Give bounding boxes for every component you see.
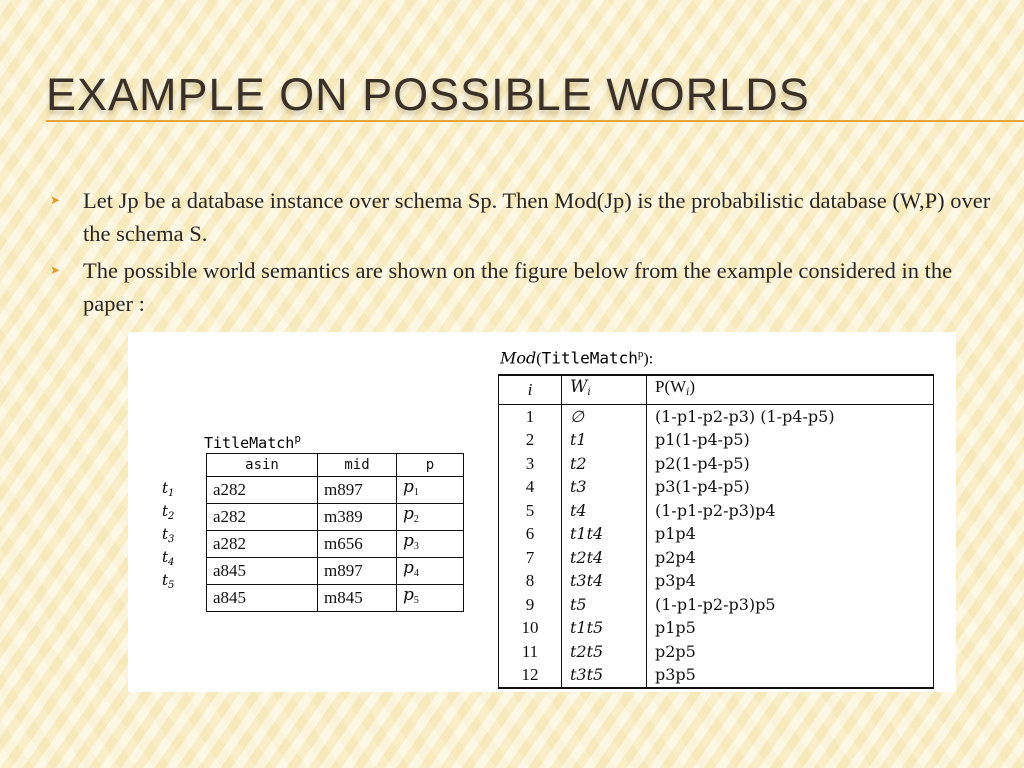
prob-header-sub: i xyxy=(686,387,690,398)
mod-title-prefix: Mod xyxy=(500,348,537,368)
cell-world: t3t5 xyxy=(562,664,647,689)
titlematch-table-body xyxy=(207,477,464,612)
table-row xyxy=(499,523,934,547)
cell-p-text: p xyxy=(403,504,414,524)
cell-p-text: p xyxy=(403,531,414,551)
bullet-item xyxy=(44,254,1004,320)
table-row xyxy=(207,585,464,612)
prob-header-close: ) xyxy=(689,377,696,396)
table-row xyxy=(499,593,934,617)
titlematch-title-sup: p xyxy=(294,432,301,445)
column-header-mid: mid xyxy=(318,454,397,477)
cell-p-sub: 4 xyxy=(413,568,419,579)
cell-mid: m389 xyxy=(318,504,397,531)
cell-mid: m845 xyxy=(318,585,397,612)
tuple-label xyxy=(162,569,174,592)
cell-index: 7 xyxy=(499,546,562,570)
column-header-probability xyxy=(647,375,934,405)
table-row xyxy=(499,476,934,500)
table-row xyxy=(499,664,934,689)
bullet-text: The possible world semantics are shown on the figure below from the example considered in the paper : xyxy=(83,258,953,316)
cell-probability: (1-p1-p2-p3)p4 xyxy=(647,499,934,523)
table-row xyxy=(499,429,934,453)
cell-world: t2t4 xyxy=(562,546,647,570)
tuple-label-text: t xyxy=(162,479,169,497)
titlematch-title-text: TitleMatch xyxy=(204,434,295,452)
column-header-asin: asin xyxy=(207,454,318,477)
cell-asin: a845 xyxy=(207,585,318,612)
cell-index: 5 xyxy=(499,499,562,523)
cell-index: 11 xyxy=(499,640,562,664)
cell-probability: p1p4 xyxy=(647,523,934,547)
table-row xyxy=(207,558,464,585)
cell-p-text: p xyxy=(403,558,414,578)
cell-asin: a845 xyxy=(207,558,318,585)
mod-title-name: TitleMatch xyxy=(541,348,638,368)
column-header-world xyxy=(562,375,647,405)
table-row xyxy=(499,546,934,570)
table-row xyxy=(499,499,934,523)
tuple-label-text: t xyxy=(162,548,169,566)
table-row xyxy=(499,640,934,664)
cell-mid: m897 xyxy=(318,558,397,585)
possible-worlds-figure xyxy=(128,332,956,692)
mod-title-sup: p xyxy=(637,348,644,360)
tuple-label-sub: 3 xyxy=(168,534,175,545)
cell-world: t3 xyxy=(562,476,647,500)
cell-world: ∅ xyxy=(562,405,647,429)
cell-p-text: p xyxy=(403,585,414,605)
column-header-i: i xyxy=(499,375,562,405)
cell-probability: p2(1-p4-p5) xyxy=(647,452,934,476)
tuple-label xyxy=(162,523,174,546)
tuple-label xyxy=(162,500,174,523)
tuple-label-sub: 5 xyxy=(168,580,175,591)
cell-world: t1 xyxy=(562,429,647,453)
cell-p-text: p xyxy=(403,477,414,497)
mod-table-body xyxy=(499,405,934,689)
cell-index: 6 xyxy=(499,523,562,547)
cell-p xyxy=(397,531,464,558)
prob-header-text: P(W xyxy=(655,377,687,396)
cell-index: 8 xyxy=(499,570,562,594)
titlematch-table-title xyxy=(204,432,301,452)
arrow-bullet-icon: ➤ xyxy=(50,193,61,207)
table-row xyxy=(499,570,934,594)
cell-probability: p1(1-p4-p5) xyxy=(647,429,934,453)
table-row xyxy=(207,504,464,531)
cell-index: 12 xyxy=(499,664,562,689)
mod-title-open: ( xyxy=(536,350,542,368)
column-header-p: p xyxy=(397,454,464,477)
tuple-label-sub: 2 xyxy=(168,511,175,522)
table-row xyxy=(207,531,464,558)
cell-p xyxy=(397,504,464,531)
cell-probability: p3p4 xyxy=(647,570,934,594)
mod-table xyxy=(498,374,934,689)
bullet-item xyxy=(44,184,1004,250)
cell-p xyxy=(397,558,464,585)
cell-probability: (1-p1-p2-p3) (1-p4-p5) xyxy=(647,405,934,429)
arrow-bullet-icon: ➤ xyxy=(50,263,61,277)
cell-index: 10 xyxy=(499,617,562,641)
title-underline xyxy=(46,120,1024,122)
cell-mid: m897 xyxy=(318,477,397,504)
cell-p xyxy=(397,585,464,612)
cell-index: 9 xyxy=(499,593,562,617)
tuple-label xyxy=(162,477,174,500)
cell-world: t1t4 xyxy=(562,523,647,547)
cell-index: 2 xyxy=(499,429,562,453)
cell-p-sub: 1 xyxy=(413,487,419,498)
table-row xyxy=(499,452,934,476)
bullet-list xyxy=(44,184,1004,324)
mod-table-title xyxy=(500,348,653,368)
cell-world: t1t5 xyxy=(562,617,647,641)
cell-index: 3 xyxy=(499,452,562,476)
cell-index: 4 xyxy=(499,476,562,500)
mod-title-close: ): xyxy=(643,350,654,368)
cell-asin: a282 xyxy=(207,504,318,531)
titlematch-row-labels xyxy=(162,477,174,592)
cell-probability: p1p5 xyxy=(647,617,934,641)
cell-world: t5 xyxy=(562,593,647,617)
cell-world: t2 xyxy=(562,452,647,476)
cell-mid: m656 xyxy=(318,531,397,558)
cell-asin: a282 xyxy=(207,531,318,558)
titlematch-table xyxy=(206,453,464,612)
tuple-label xyxy=(162,546,174,569)
cell-index: 1 xyxy=(499,405,562,429)
tuple-label-sub: 1 xyxy=(168,488,175,499)
cell-p xyxy=(397,477,464,504)
cell-p-sub: 2 xyxy=(413,514,419,525)
cell-world: t4 xyxy=(562,499,647,523)
world-header-text: W xyxy=(570,377,588,397)
slide-title: EXAMPLE ON POSSIBLE WORLDS xyxy=(46,69,810,120)
tuple-label-text: t xyxy=(162,571,169,589)
cell-probability: p3(1-p4-p5) xyxy=(647,476,934,500)
cell-p-sub: 3 xyxy=(413,541,419,552)
cell-probability: p2p4 xyxy=(647,546,934,570)
table-row xyxy=(499,405,934,429)
tuple-label-sub: 4 xyxy=(168,557,175,568)
bullet-text: Let Jp be a database instance over schema Sp. Then Mod(Jp) is the probabilistic database (W,P) over the schema S. xyxy=(83,188,991,246)
cell-probability: p3p5 xyxy=(647,664,934,689)
cell-world: t3t4 xyxy=(562,570,647,594)
tuple-label-text: t xyxy=(162,525,169,543)
cell-world: t2t5 xyxy=(562,640,647,664)
table-row xyxy=(499,617,934,641)
cell-p-sub: 5 xyxy=(413,595,419,606)
cell-probability: p2p5 xyxy=(647,640,934,664)
world-header-sub: i xyxy=(587,387,591,398)
cell-probability: (1-p1-p2-p3)p5 xyxy=(647,593,934,617)
table-row xyxy=(207,477,464,504)
tuple-label-text: t xyxy=(162,502,169,520)
cell-asin: a282 xyxy=(207,477,318,504)
